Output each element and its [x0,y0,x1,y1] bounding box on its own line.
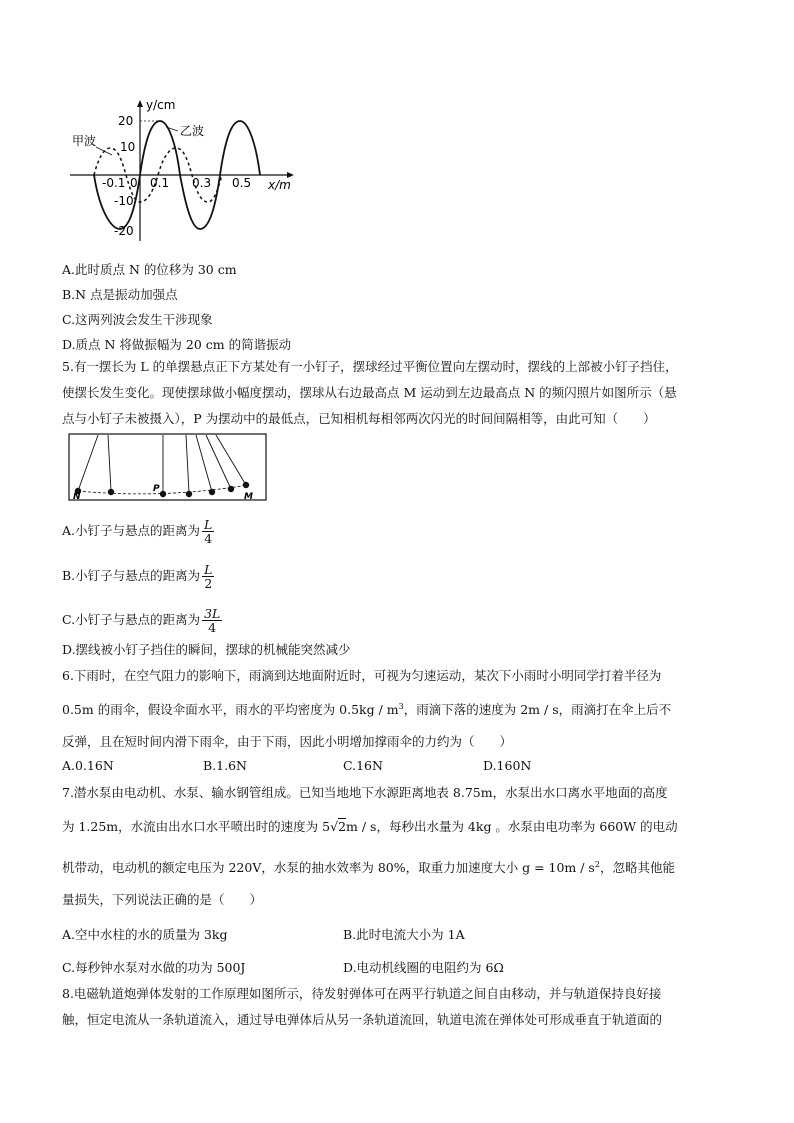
y-tick: 20 [118,114,134,128]
x-axis-label: x/m [268,178,291,192]
q5-option-b [62,563,214,590]
pendulum-string [206,435,231,489]
q4-option-c: C.这两列波会发生干涉现象 [62,312,213,327]
option-text: C.小钉子与悬点的距离为 [62,612,201,627]
point-n-label: N [73,492,81,502]
x-tick: 0.1 [150,176,170,190]
fraction [202,518,214,545]
text-segment: 0.5m 的雨伞，假设伞面水平，雨水的平均密度为 0.5kg / m [62,702,399,717]
text-segment: ，雨滴下落的速度为 2m / s，雨滴打在伞上后不 [403,702,672,717]
radicand: 2 [338,819,347,834]
x-tick: 0.3 [192,176,212,190]
q5-stem-line3: 点与小钉子未被摄入），P 为摆动中的最低点，已知相机每相邻两次闪光的时间间隔相等，由此可知（ ） [62,411,656,426]
q7-option-d: D.电动机线圈的电阻约为 6Ω [343,960,504,975]
y-axis-label: y/cm [146,98,176,112]
q7-stem-line3 [62,858,675,876]
q4-option-d: D.质点 N 将做振幅为 20 cm 的简谐振动 [62,337,292,352]
pendulum-figure [68,433,268,503]
wave-a-label: 甲波 [72,134,97,148]
fraction-denominator: 4 [208,620,217,635]
fraction-numerator: L [204,517,213,532]
pendulum-string [78,435,98,491]
pendulum-bob [209,489,215,495]
q6-option-d: D.160N [483,758,532,773]
pendulum-bob [243,482,249,488]
photo-frame [69,434,266,500]
y-tick: 10 [120,140,136,154]
wave-figure [68,95,308,245]
fraction [202,563,214,590]
q6-stem-line2 [62,700,671,718]
q5-option-c [62,607,222,634]
pendulum-string [108,435,111,491]
x-tick: 0.5 [232,176,252,190]
y-axis-arrow [137,100,143,107]
text-segment: 为 1.25m，水流由出水口水平喷出时的速度为 5 [62,819,331,834]
point-m-label: M [244,492,253,502]
x-tick: -0.1 [102,176,126,190]
text-segment: m / s，每秒出水量为 4kg 。水泵由电功率为 660W 的电动 [346,819,678,834]
q5-option-a [62,518,214,545]
superscript: 3 [398,701,404,711]
fraction [202,607,222,634]
q4-option-a: A.此时质点 N 的位移为 30 cm [62,262,237,277]
point-p-label: P [153,484,160,494]
fraction-numerator: 3L [204,606,221,621]
fraction-numerator: L [204,562,213,577]
q7-stem-line4: 量损失，下列说法正确的是（ ） [62,892,263,907]
q6-stem-line1: 6.下雨时，在空气阻力的影响下，雨滴到达地面附近时，可视为匀速运动，某次下小雨时小明同学打着半径为 [62,668,662,683]
pendulum-bob [160,491,166,497]
q6-option-b: B.1.6N [203,758,247,773]
x-tick: 0 [130,176,138,190]
q5-option-d: D.摆线被小钉子挡住的瞬间，摆球的机械能突然减少 [62,642,351,657]
wave-b-label: 乙波 [180,124,205,138]
option-text: B.小钉子与悬点的距离为 [62,568,201,583]
pendulum-bob [186,491,192,497]
q8-stem-line1: 8.电磁轨道炮弹体发射的工作原理如图所示，待发射弹体可在两平行轨道之间自由移动，并与轨道保持良好接 [62,986,662,1001]
text-segment: ，忽略其他能 [599,860,675,875]
q7-option-c: C.每秒钟水泵对水做的功为 500J [62,960,246,975]
pendulum-bob [228,486,234,492]
y-tick: -20 [114,224,134,238]
q5-stem-line1: 5.有一摆长为 L 的单摆悬点正下方某处有一小钉子，摆球经过平衡位置向左摆动时，摆线的上部被小钉子挡住， [62,359,678,374]
square-root: √2 [330,819,347,834]
pendulum-string [216,435,246,485]
q8-stem-line2: 触，恒定电流从一条轨道流入，通过导电弹体后从另一条轨道流回，轨道电流在弹体处可形成垂直于轨道面的 [62,1012,663,1027]
q5-stem-line2: 使摆长发生变化。现使摆球做小幅度摆动，摆球从右边最高点 M 运动到左边最高点 N 的频闪照片如图所示（悬 [62,385,677,400]
q7-option-b: B.此时电流大小为 1A [343,927,465,942]
q6-option-a: A.0.16N [62,758,114,773]
option-text: A.小钉子与悬点的距离为 [62,523,201,538]
q4-option-b: B.N 点是振动加强点 [62,287,178,302]
pendulum-string [186,435,189,493]
fraction-denominator: 2 [204,576,213,591]
fraction-denominator: 4 [204,531,213,546]
text-segment: 机带动，电动机的额定电压为 220V，水泵的抽水效率为 80%，取重力加速度大小 g = 10m / s [62,860,595,875]
y-tick: -10 [114,194,134,208]
q6-option-c: C.16N [343,758,383,773]
q7-option-a: A.空中水柱的水的质量为 3kg [62,927,228,942]
q7-stem-line1: 7.潜水泵由电动机、水泵、输水钢管组成。已知当地地下水源距离地表 8.75m，水泵出水口离水平地面的高度 [62,785,668,800]
superscript: 2 [594,859,600,869]
q7-stem-line2 [62,817,678,835]
q6-stem-line3: 反弹，且在短时间内滑下雨伞，由于下雨，因此小明增加撑雨伞的力约为（ ） [62,734,513,749]
pendulum-bob [108,489,114,495]
